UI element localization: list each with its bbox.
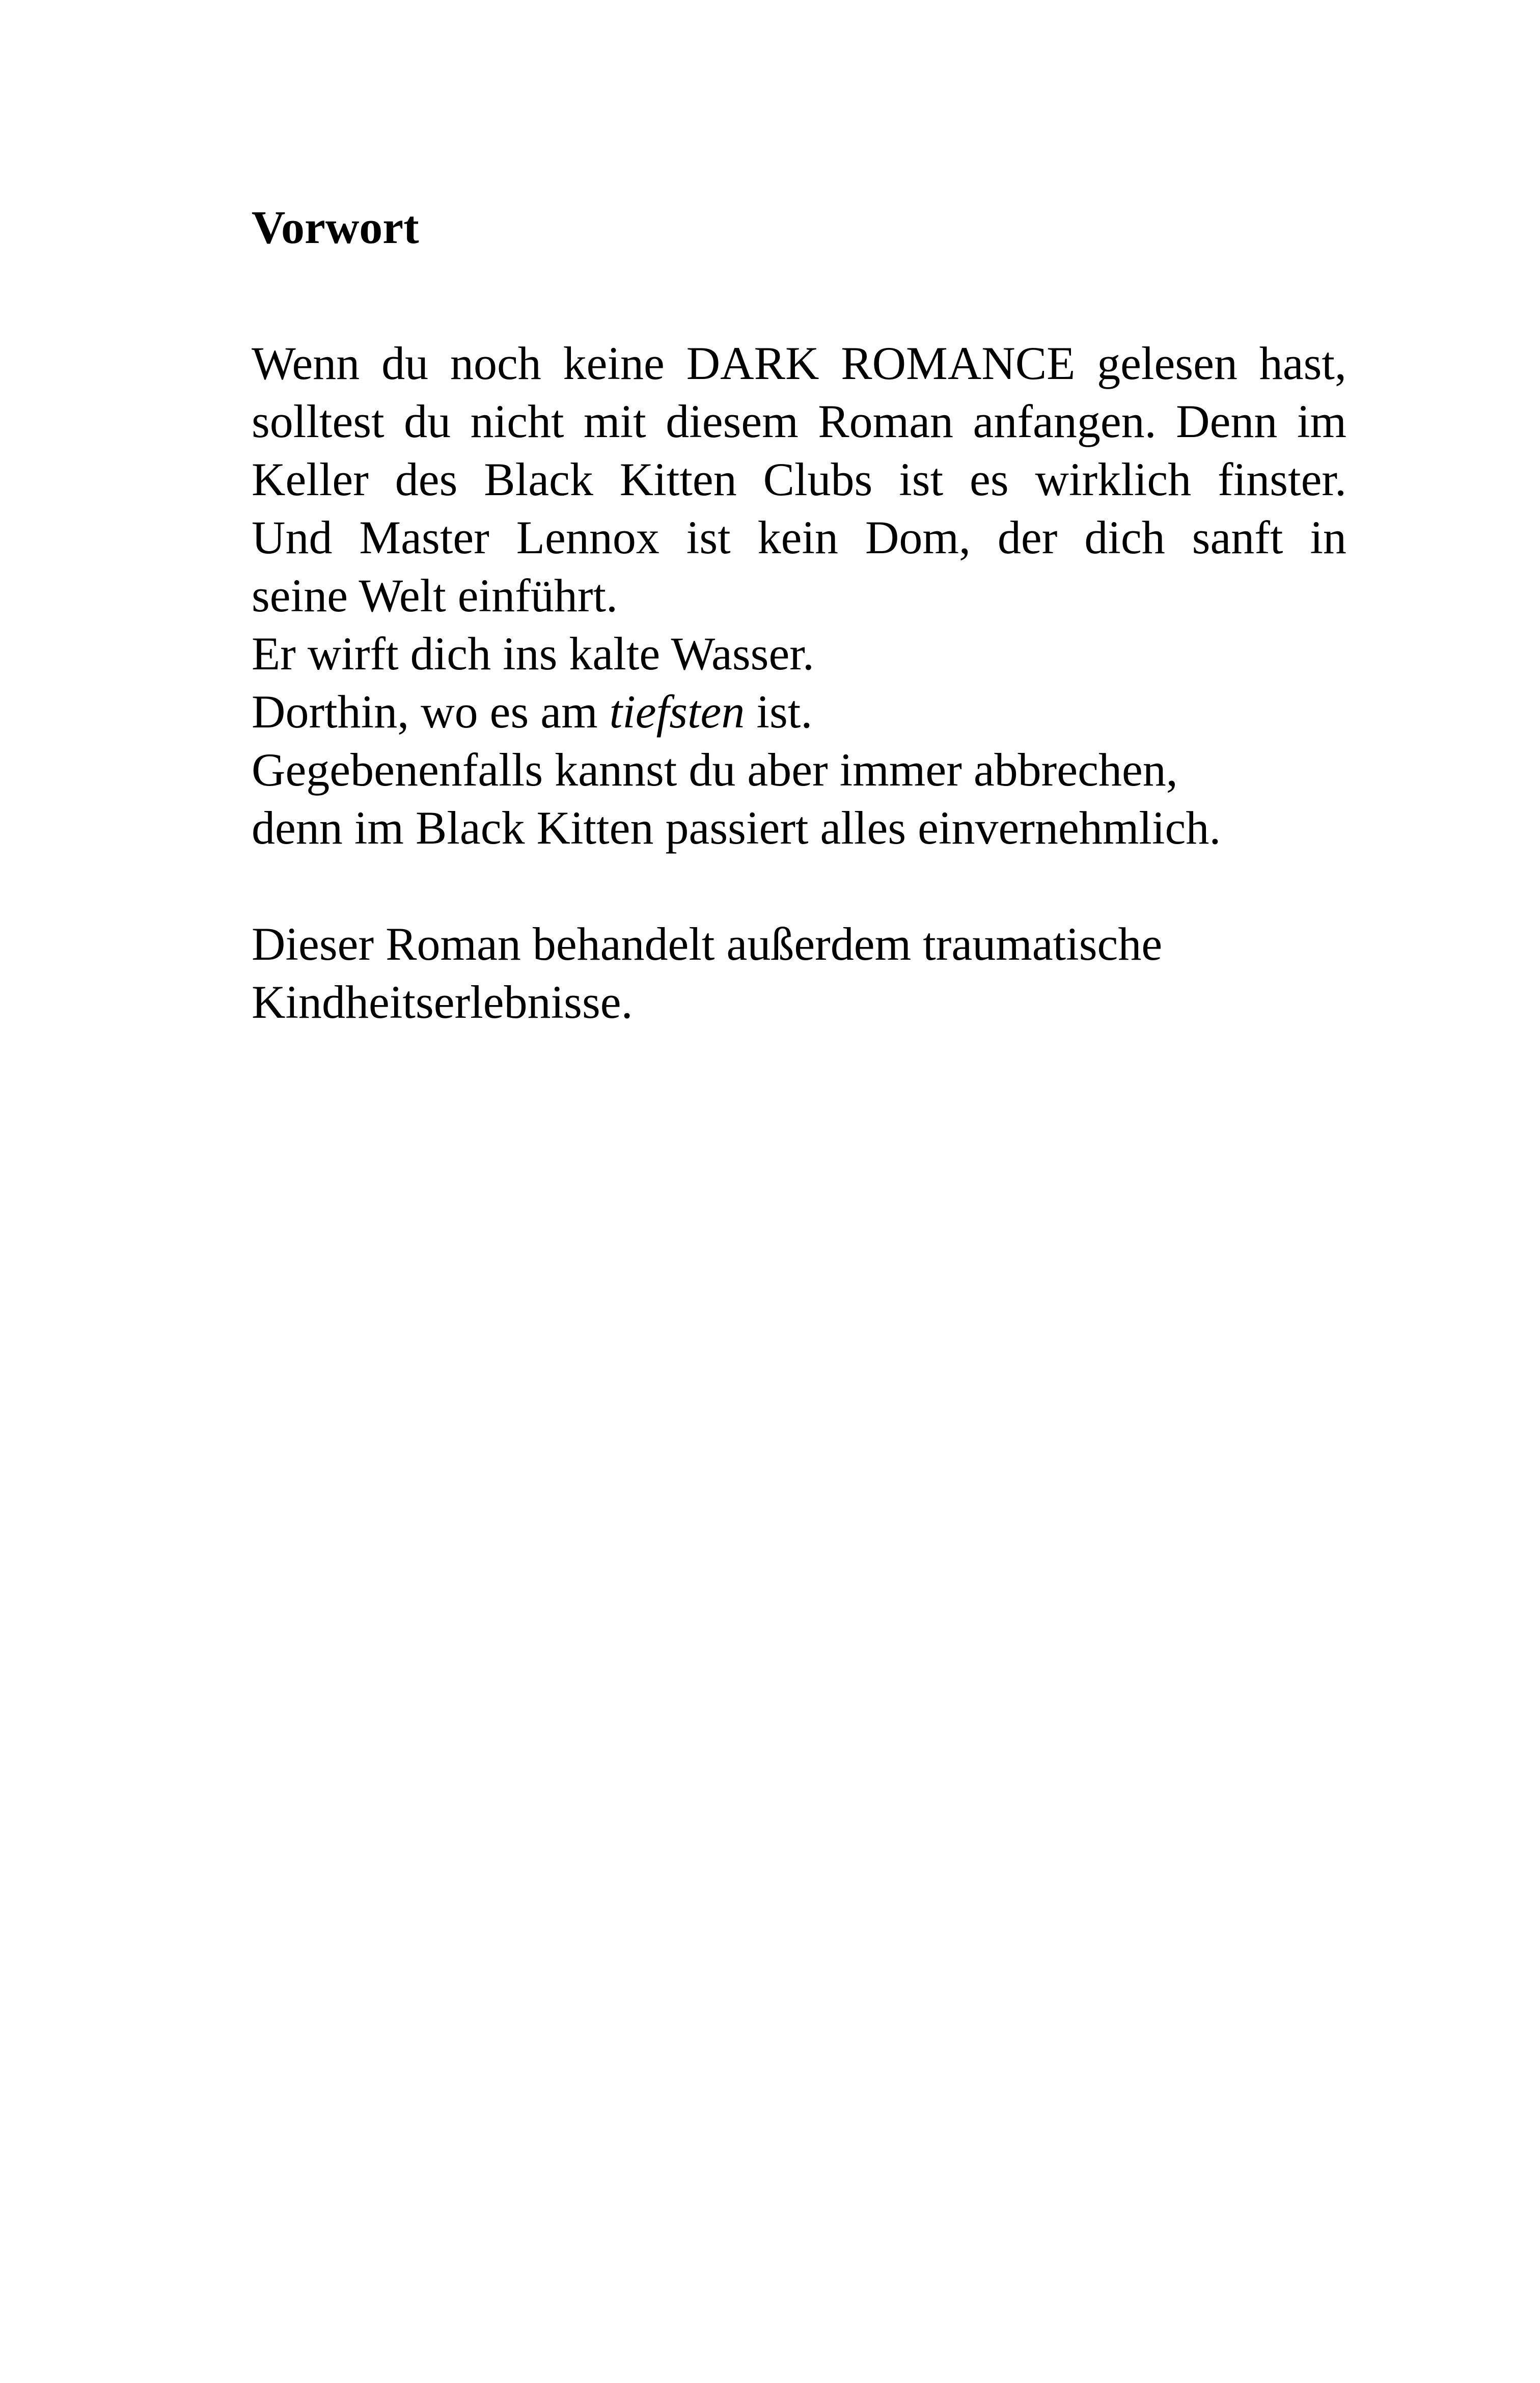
text-line: Er wirft dich ins kalte Wasser. xyxy=(252,628,814,680)
document-page xyxy=(252,201,1346,1031)
text-line: denn im Black Kitten passiert alles einvernehmlich. xyxy=(252,802,1221,854)
text-line: Dieser Roman behandelt außerdem traumatische xyxy=(252,918,1163,970)
text-line xyxy=(252,683,1346,741)
paragraph-gap xyxy=(252,857,1346,915)
text-line: Und Master Lennox ist kein Dom, der dich sanft in xyxy=(252,511,1346,563)
text-segment: Dorthin, wo es am xyxy=(252,686,610,738)
text-segment: ist. xyxy=(745,686,813,738)
foreword-paragraph xyxy=(252,334,1346,857)
text-line: Gegebenenfalls kannst du aber immer abbrechen, xyxy=(252,744,1178,796)
text-line: solltest du nicht mit diesem Roman anfangen. Denn im xyxy=(252,395,1346,447)
italic-emphasis: tiefsten xyxy=(609,686,745,738)
page-title: Vorwort xyxy=(252,201,419,253)
trigger-warning-paragraph xyxy=(252,915,1346,1031)
text-line: Wenn du noch keine DARK ROMANCE gelesen hast, xyxy=(252,337,1346,389)
text-line: Keller des Black Kitten Clubs ist es wirklich finster. xyxy=(252,453,1346,505)
text-line: Kindheitserlebnisse. xyxy=(252,976,633,1028)
text-line: seine Welt einführt. xyxy=(252,570,618,621)
